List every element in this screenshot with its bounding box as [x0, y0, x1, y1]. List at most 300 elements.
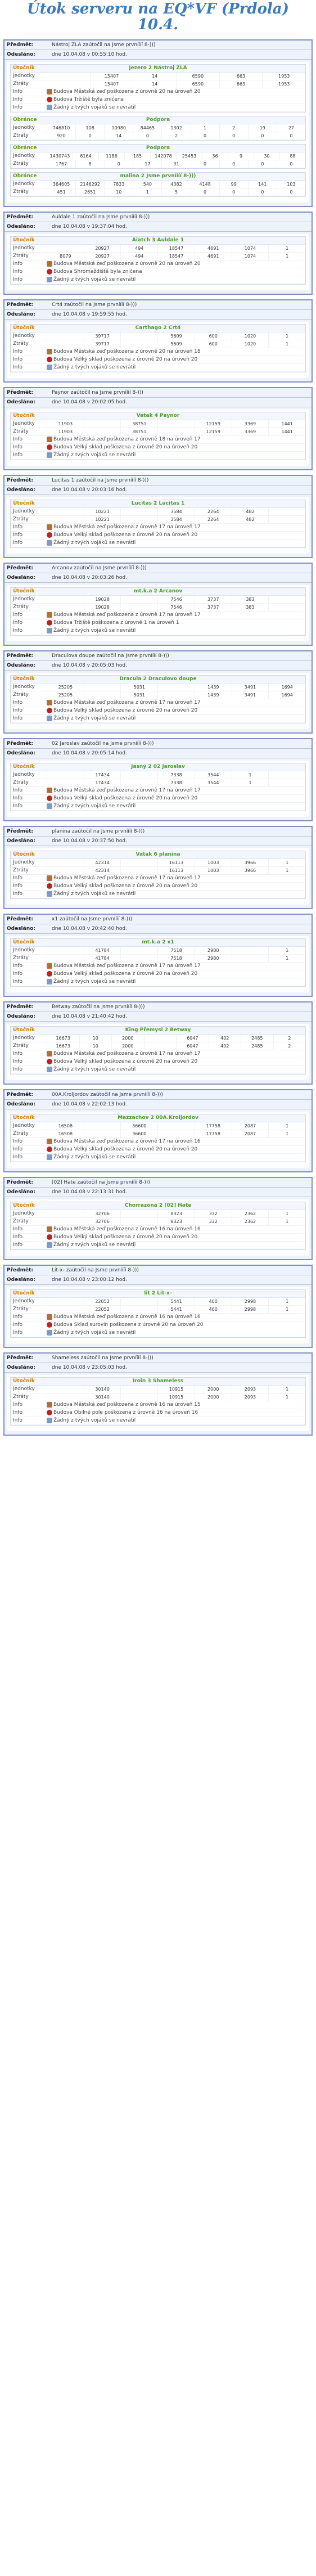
- report-subject[interactable]: Paynor zaútočil na Jsme prvníííí 8-))): [52, 390, 143, 395]
- row-cells: [47, 604, 305, 611]
- attacker-title: [11, 763, 305, 771]
- row-cells: [47, 596, 305, 603]
- attacker-table: [10, 236, 306, 285]
- unit-count-cell: 1: [268, 867, 305, 874]
- unit-count-cell: 6047: [176, 1042, 209, 1050]
- sent-label: Odesláno:: [7, 663, 35, 668]
- info-row: [11, 524, 305, 532]
- unit-count-cell: 1: [268, 332, 305, 340]
- info-label: Info: [13, 620, 23, 626]
- unit-count-cell: 25205: [47, 691, 84, 699]
- info-label: Info: [13, 1242, 23, 1248]
- info-message: Budova Velký sklad poškozena z úrovně 20 na úroveň 20: [53, 1059, 198, 1064]
- unit-count-cell: 1439: [195, 691, 232, 699]
- unit-count-cell: 8323: [157, 1210, 195, 1217]
- unit-count-cell: 22052: [84, 1298, 121, 1305]
- info-message: Budova Městská zeď poškozena z úrovně 20 na úroveň 18: [53, 349, 201, 354]
- unit-count-cell: 1: [268, 253, 305, 260]
- unit-count-cell: 1074: [232, 245, 269, 252]
- defender-name[interactable]: Podpora: [146, 117, 170, 123]
- unit-count-cell: 2651: [75, 188, 104, 196]
- catapult-icon: [47, 1147, 52, 1152]
- sent-label: Odesláno:: [7, 1277, 35, 1283]
- unit-count-cell: 0: [191, 132, 219, 140]
- report-subject[interactable]: Draculova doupe zaútočil na Jsme prvníííí 8-))): [52, 653, 169, 659]
- report-sent-time: dne 10.04.08 v 20:05:14 hod.: [52, 750, 128, 756]
- unit-count-cell: [268, 771, 305, 779]
- report-body: [7, 673, 309, 729]
- report-sent-time: dne 10.04.08 v 23:00:12 hod.: [52, 1277, 128, 1283]
- report-subject-row: [4, 300, 312, 310]
- catapult-icon: [47, 1059, 52, 1064]
- info-row: [11, 627, 305, 635]
- unit-count-cell: 0: [133, 132, 161, 140]
- ram-icon: [47, 700, 52, 705]
- subject-label: Předmět:: [7, 1004, 33, 1010]
- info-row: [11, 891, 305, 898]
- info-message: Žádný z tvých vojáků se nevrátil: [53, 540, 136, 546]
- report-list: [0, 39, 316, 1436]
- unit-count-cell: 3369: [232, 420, 269, 428]
- battle-report: [3, 563, 313, 646]
- unit-count-cell: 451: [47, 188, 75, 196]
- attacker-village-link[interactable]: Jezero 2 Nástroj ZLA: [129, 65, 187, 71]
- info-message: Žádný z tvých vojáků se nevrátil: [53, 1330, 136, 1336]
- unit-count-cell: 1: [133, 188, 161, 196]
- unit-count-cell: 19: [248, 124, 277, 132]
- losses-row: [11, 779, 305, 787]
- row-cells: [47, 132, 305, 140]
- unit-count-cell: [268, 779, 305, 786]
- unit-count-cell: 22052: [84, 1306, 121, 1313]
- report-sent-row: [4, 661, 312, 671]
- unit-count-cell: 42314: [84, 867, 121, 874]
- info-message: Žádný z tvých vojáků se nevrátil: [53, 891, 136, 897]
- unit-count-cell: 1953: [262, 80, 305, 88]
- attacker-village-link[interactable]: Aiatch 3 Auldale 1: [132, 237, 184, 243]
- attacker-table: [10, 1114, 306, 1162]
- info-message: Budova Městská zeď poškozena z úrovně 16 na úroveň 15: [53, 1402, 201, 1408]
- battle-report: [3, 299, 313, 383]
- losses-row: [11, 1130, 305, 1138]
- info-message: Budova Městská zeď poškozena z úrovně 17 na úroveň 16: [53, 1139, 201, 1144]
- row-cells: [47, 253, 305, 260]
- row-label: Ztráty: [13, 604, 29, 610]
- units-row: [11, 771, 305, 779]
- losses-row: [11, 80, 305, 88]
- ram-icon: [47, 1402, 52, 1408]
- subject-label: Předmět:: [7, 1180, 33, 1185]
- row-cells: [47, 867, 305, 874]
- units-row: [11, 332, 305, 340]
- info-text: [47, 627, 305, 635]
- subject-label: Předmět:: [7, 302, 33, 308]
- defender-title: [11, 145, 305, 152]
- row-label: Jednotky: [13, 947, 35, 953]
- unit-count-cell: [120, 1218, 157, 1225]
- unit-count-cell: 84465: [133, 124, 161, 132]
- no-return-icon: [47, 1330, 52, 1336]
- info-message: Budova Velký sklad poškozena z úrovně 20 na úroveň 20: [53, 532, 198, 538]
- report-subject[interactable]: Auldale 1 zaútočil na Jsme prvníííí 8-))): [52, 214, 150, 220]
- info-message: Budova Městská zeď poškozena z úrovně 16 na úroveň 16: [53, 1314, 201, 1320]
- unit-count-cell: [47, 771, 84, 779]
- report-subject[interactable]: Arcanov zaútočil na Jsme prvníííí 8-))): [52, 565, 147, 571]
- info-row: [11, 104, 305, 112]
- info-label: Info: [13, 971, 23, 977]
- info-message: Žádný z tvých vojáků se nevrátil: [53, 365, 136, 370]
- attacker-title: [11, 237, 305, 245]
- attacker-village-link[interactable]: lit 2 Lit-x-: [144, 1291, 172, 1296]
- attacker-village-link[interactable]: Vatak 4 Paynor: [136, 413, 180, 419]
- unit-count-cell: [47, 80, 90, 88]
- info-text: [47, 619, 305, 627]
- info-label: Info: [13, 803, 23, 809]
- attacker-village-link[interactable]: Jasný 2 02 Jaroslav: [131, 764, 185, 770]
- unit-count-cell: 30140: [84, 1393, 121, 1401]
- row-label: Jednotky: [13, 333, 35, 339]
- unit-count-cell: 663: [219, 73, 263, 80]
- catapult-icon: [47, 1322, 52, 1328]
- unit-count-cell: [120, 779, 157, 786]
- info-row: [11, 444, 305, 452]
- losses-row: [11, 428, 305, 436]
- info-row: [11, 612, 305, 619]
- unit-count-cell: 4148: [191, 181, 219, 188]
- report-subject-row: [4, 827, 312, 837]
- row-label: Jednotky: [13, 1298, 35, 1304]
- unit-count-cell: 6590: [176, 73, 219, 80]
- row-cells: [47, 124, 305, 132]
- unit-count-cell: 0: [248, 188, 277, 196]
- info-label: Info: [13, 1051, 23, 1057]
- info-message: Budova Městská zeď poškozena z úrovně 17 na úroveň 17: [53, 700, 201, 705]
- info-message: Žádný z tvých vojáků se nevrátil: [53, 277, 136, 282]
- unit-count-cell: 4691: [195, 245, 232, 252]
- unit-count-cell: 663: [219, 80, 263, 88]
- unit-count-cell: 1020: [232, 340, 269, 348]
- unit-count-cell: 16673: [47, 1042, 79, 1050]
- row-label: Ztráty: [13, 341, 29, 347]
- unit-count-cell: [232, 947, 269, 954]
- unit-count-cell: 0: [219, 160, 248, 168]
- defender-table: [10, 172, 306, 197]
- info-text: [47, 524, 305, 531]
- ram-icon: [47, 89, 52, 95]
- info-text: [47, 1226, 305, 1233]
- unit-count-cell: [84, 691, 121, 699]
- unit-count-cell: 1: [268, 1122, 305, 1130]
- unit-count-cell: 141: [248, 181, 277, 188]
- unit-count-cell: [47, 947, 84, 954]
- attacker-table: [10, 938, 306, 987]
- info-label: Info: [13, 628, 23, 633]
- info-label: Info: [13, 875, 23, 881]
- attacker-table: [10, 1289, 306, 1338]
- unit-count-cell: [157, 428, 195, 435]
- unit-count-cell: 88: [279, 152, 305, 160]
- report-subject-row: [4, 476, 312, 485]
- report-subject[interactable]: Lucitas 1 zaútočil na Jsme prvníííí 8-))): [52, 478, 149, 483]
- info-text: [47, 1050, 305, 1058]
- attacker-village-link[interactable]: Iroin 3 Shameless: [132, 1378, 184, 1384]
- unit-count-cell: 36600: [120, 1122, 157, 1130]
- report-sent-row: [4, 1275, 312, 1285]
- info-row: [11, 963, 305, 970]
- unit-count-cell: 402: [209, 1035, 241, 1042]
- info-message: Žádný z tvých vojáků se nevrátil: [53, 803, 136, 809]
- attacker-village-link[interactable]: Chorrazona 2 [02] Hate: [124, 1203, 192, 1208]
- unit-count-cell: 1003: [195, 867, 232, 874]
- info-text: [47, 699, 305, 707]
- info-label: Info: [13, 261, 23, 267]
- no-return-icon: [47, 979, 52, 984]
- attacker-village-link[interactable]: Lucitas 2 Lucitas 1: [131, 501, 185, 506]
- unit-count-cell: 10221: [84, 516, 121, 523]
- report-subject-row: [4, 213, 312, 222]
- report-subject-row: [4, 1090, 312, 1100]
- unit-count-cell: 1: [268, 1306, 305, 1313]
- info-row: [11, 883, 305, 891]
- info-message: Budova Velký sklad poškozena z úrovně 20 na úroveň 20: [53, 1147, 198, 1152]
- unit-count-cell: [47, 604, 84, 611]
- info-row: [11, 1314, 305, 1321]
- unit-count-cell: 2998: [232, 1306, 269, 1313]
- row-cells: [47, 779, 305, 786]
- row-cells: [47, 1210, 305, 1217]
- unit-count-cell: 2146292: [75, 181, 104, 188]
- info-label: Info: [13, 1234, 23, 1240]
- unit-count-cell: 746810: [47, 124, 75, 132]
- unit-count-cell: [84, 1130, 121, 1138]
- losses-row: [11, 188, 305, 196]
- info-row: [11, 1058, 305, 1066]
- units-row: [11, 859, 305, 867]
- no-return-icon: [47, 1154, 52, 1160]
- no-return-icon: [47, 1418, 52, 1423]
- attacker-village-link[interactable]: Mazzachov 2 00A.Kroljordov: [118, 1115, 198, 1121]
- report-sent-time: dne 10.04.08 v 20:03:26 hod.: [52, 575, 128, 581]
- report-subject[interactable]: x1 zaútočil na Jsme prvníííí 8-))): [52, 916, 133, 922]
- attacker-village-link[interactable]: Dracula 2 Draculovo doupe: [119, 676, 197, 682]
- report-body: [7, 936, 309, 992]
- ram-icon: [47, 349, 52, 354]
- row-label: Ztráty: [13, 1394, 29, 1400]
- info-message: Budova Velký sklad poškozena z úrovně 20 na úroveň 20: [53, 883, 198, 889]
- unit-count-cell: 1: [268, 340, 305, 348]
- unit-count-cell: [157, 1130, 195, 1138]
- report-subject-row: [4, 1002, 312, 1012]
- report-body: [7, 1287, 309, 1343]
- attacker-title: [11, 1027, 305, 1035]
- unit-count-cell: 20927: [84, 253, 121, 260]
- info-text: [47, 1066, 305, 1073]
- unit-count-cell: [47, 1306, 84, 1313]
- attacker-role-label: Útočník: [13, 1027, 35, 1033]
- info-label: Info: [13, 524, 23, 530]
- unit-count-cell: 2000: [195, 1393, 232, 1401]
- info-label: Info: [13, 1154, 23, 1160]
- info-row: [11, 707, 305, 715]
- info-row: [11, 875, 305, 883]
- report-subject[interactable]: Nástroj ZLA zaútočil na Jsme prvníííí 8-))): [52, 42, 156, 48]
- units-row: [11, 508, 305, 516]
- info-text: [47, 1234, 305, 1241]
- info-message: Žádný z tvých vojáků se nevrátil: [53, 1242, 136, 1248]
- report-subject[interactable]: Betway zaútočil na Jsme prvníííí 8-))): [52, 1004, 145, 1010]
- unit-count-cell: 2000: [111, 1042, 144, 1050]
- info-label: Info: [13, 97, 23, 102]
- row-label: Jednotky: [13, 125, 35, 131]
- report-subject[interactable]: Shameless zaútočil na Jsme prvníííí 8-))): [52, 1355, 154, 1361]
- no-return-icon: [47, 628, 52, 633]
- losses-row: [11, 160, 305, 168]
- unit-count-cell: [47, 1393, 84, 1401]
- report-sent-time: dne 10.04.08 v 19:59:55 hod.: [52, 312, 128, 317]
- report-subject[interactable]: planina zaútočil na Jsme prvníííí 8-))): [52, 829, 145, 834]
- unit-count-cell: 0: [104, 160, 133, 168]
- unit-count-cell: 14: [133, 73, 176, 80]
- unit-count-cell: 14: [104, 132, 133, 140]
- report-body: [7, 1112, 309, 1168]
- subject-label: Předmět:: [7, 1092, 33, 1098]
- units-row: [11, 947, 305, 955]
- sent-label: Odesláno:: [7, 838, 35, 844]
- catapult-icon: [47, 971, 52, 977]
- unit-count-cell: [47, 1218, 84, 1225]
- attacker-title: [11, 1202, 305, 1210]
- unit-count-cell: 5: [161, 188, 190, 196]
- attacker-role-label: Útočník: [13, 764, 35, 770]
- report-sent-time: dne 10.04.08 v 20:02:05 hod.: [52, 399, 128, 405]
- unit-count-cell: 5031: [120, 691, 157, 699]
- report-subject[interactable]: Crt4 zaútočil na Jsme prvníííí 8-))): [52, 302, 137, 308]
- info-text: [47, 88, 305, 96]
- unit-count-cell: 5441: [157, 1298, 195, 1305]
- unit-count-cell: 2087: [232, 1122, 269, 1130]
- row-label: Jednotky: [13, 596, 35, 602]
- attacker-table: [10, 763, 306, 811]
- subject-label: Předmět:: [7, 390, 33, 395]
- row-cells: [47, 1218, 305, 1225]
- report-sent-time: dne 10.04.08 v 20:42:40 hod.: [52, 926, 128, 932]
- report-subject[interactable]: 00A.Kroljordov zaútočil na Jsme prvníííí 8-))): [52, 1092, 163, 1098]
- info-text: [47, 707, 305, 714]
- report-sent-row: [4, 1012, 312, 1022]
- ram-icon: [47, 524, 52, 530]
- attacker-village-link[interactable]: mt.k.a 2 Arcanov: [133, 588, 183, 594]
- info-label: Info: [13, 963, 23, 969]
- info-label: Info: [13, 1322, 23, 1328]
- attacker-village-link[interactable]: Vatak 6 planina: [136, 852, 180, 857]
- unit-count-cell: 16113: [157, 859, 195, 866]
- units-row: [11, 124, 305, 132]
- report-subject[interactable]: Lit-x- zaútočil na Jsme prvníííí 8-))): [52, 1267, 139, 1273]
- unit-count-cell: 7338: [157, 779, 195, 786]
- sent-label: Odesláno:: [7, 575, 35, 581]
- info-row: [11, 1234, 305, 1242]
- info-message: Budova Shromaždiště byla zničena: [53, 269, 142, 275]
- unit-count-cell: 41784: [84, 955, 121, 962]
- info-message: Budova Městská zeď poškozena z úrovně 17 na úroveň 17: [53, 788, 201, 793]
- attacker-table: [10, 1377, 306, 1426]
- ram-icon: [47, 1226, 52, 1232]
- report-subject-row: [4, 41, 312, 50]
- row-cells: [47, 160, 305, 168]
- info-message: Žádný z tvých vojáků se nevrátil: [53, 716, 136, 721]
- info-row: [11, 1154, 305, 1162]
- unit-count-cell: 36: [202, 152, 228, 160]
- unit-count-cell: 600: [195, 332, 232, 340]
- defender-name[interactable]: malina 2 Jsme prvníííí 8-))): [120, 173, 196, 179]
- attacker-role-label: Útočník: [13, 413, 35, 419]
- info-label: Info: [13, 365, 23, 370]
- defender-role-label: Obránce: [13, 145, 37, 151]
- report-subject[interactable]: 02 Jaroslav zaútočil na Jsme prvníííí 8-))): [52, 741, 154, 747]
- attacker-village-link[interactable]: Carthago 2 Crt4: [135, 325, 181, 331]
- unit-count-cell: [157, 691, 195, 699]
- unit-count-cell: 383: [232, 596, 269, 603]
- unit-count-cell: 1: [268, 859, 305, 866]
- unit-count-cell: 9: [228, 152, 254, 160]
- unit-count-cell: 2980: [195, 947, 232, 954]
- unit-count-cell: [120, 332, 157, 340]
- attacker-role-label: Útočník: [13, 1291, 35, 1296]
- unit-count-cell: [120, 596, 157, 603]
- info-text: [47, 356, 305, 363]
- units-row: [11, 596, 305, 604]
- battle-report: [3, 475, 313, 558]
- row-label: Jednotky: [13, 1035, 35, 1041]
- info-row: [11, 795, 305, 803]
- unit-count-cell: [84, 428, 121, 435]
- unit-count-cell: 1694: [268, 684, 305, 691]
- row-cells: [47, 340, 305, 348]
- row-label: Ztráty: [13, 1043, 29, 1049]
- unit-count-cell: 3737: [195, 596, 232, 603]
- unit-count-cell: [47, 955, 84, 962]
- report-subject-row: [4, 915, 312, 924]
- unit-count-cell: 1: [191, 124, 219, 132]
- unit-count-cell: 25205: [47, 684, 84, 691]
- info-text: [47, 1314, 305, 1321]
- report-sent-row: [4, 1188, 312, 1197]
- attacker-village-link[interactable]: King Přemysl 2 Betway: [125, 1027, 191, 1033]
- attacker-role-label: Útočník: [13, 1203, 35, 1208]
- unit-count-cell: [47, 516, 84, 523]
- row-label: Ztráty: [13, 516, 29, 522]
- unit-count-cell: 30140: [84, 1386, 121, 1393]
- row-cells: [47, 691, 305, 699]
- info-text: [47, 715, 305, 722]
- unit-count-cell: 41784: [84, 947, 121, 954]
- unit-count-cell: [47, 779, 84, 786]
- attacker-title: [11, 676, 305, 684]
- report-subject-row: [4, 1354, 312, 1363]
- units-row: [11, 1386, 305, 1393]
- defender-title: [11, 173, 305, 181]
- defender-title: [11, 116, 305, 124]
- defender-name[interactable]: Podpora: [146, 145, 170, 151]
- attacker-table: [10, 64, 306, 113]
- unit-count-cell: 3737: [195, 604, 232, 611]
- unit-count-cell: 0: [277, 188, 305, 196]
- losses-row: [11, 1218, 305, 1226]
- unit-count-cell: 10980: [104, 124, 133, 132]
- report-subject[interactable]: [02] Hate zaútočil na Jsme prvníííí 8-))): [52, 1180, 150, 1185]
- unit-count-cell: 10: [79, 1042, 112, 1050]
- attacker-village-link[interactable]: mt.k.a 2 x1: [142, 939, 174, 945]
